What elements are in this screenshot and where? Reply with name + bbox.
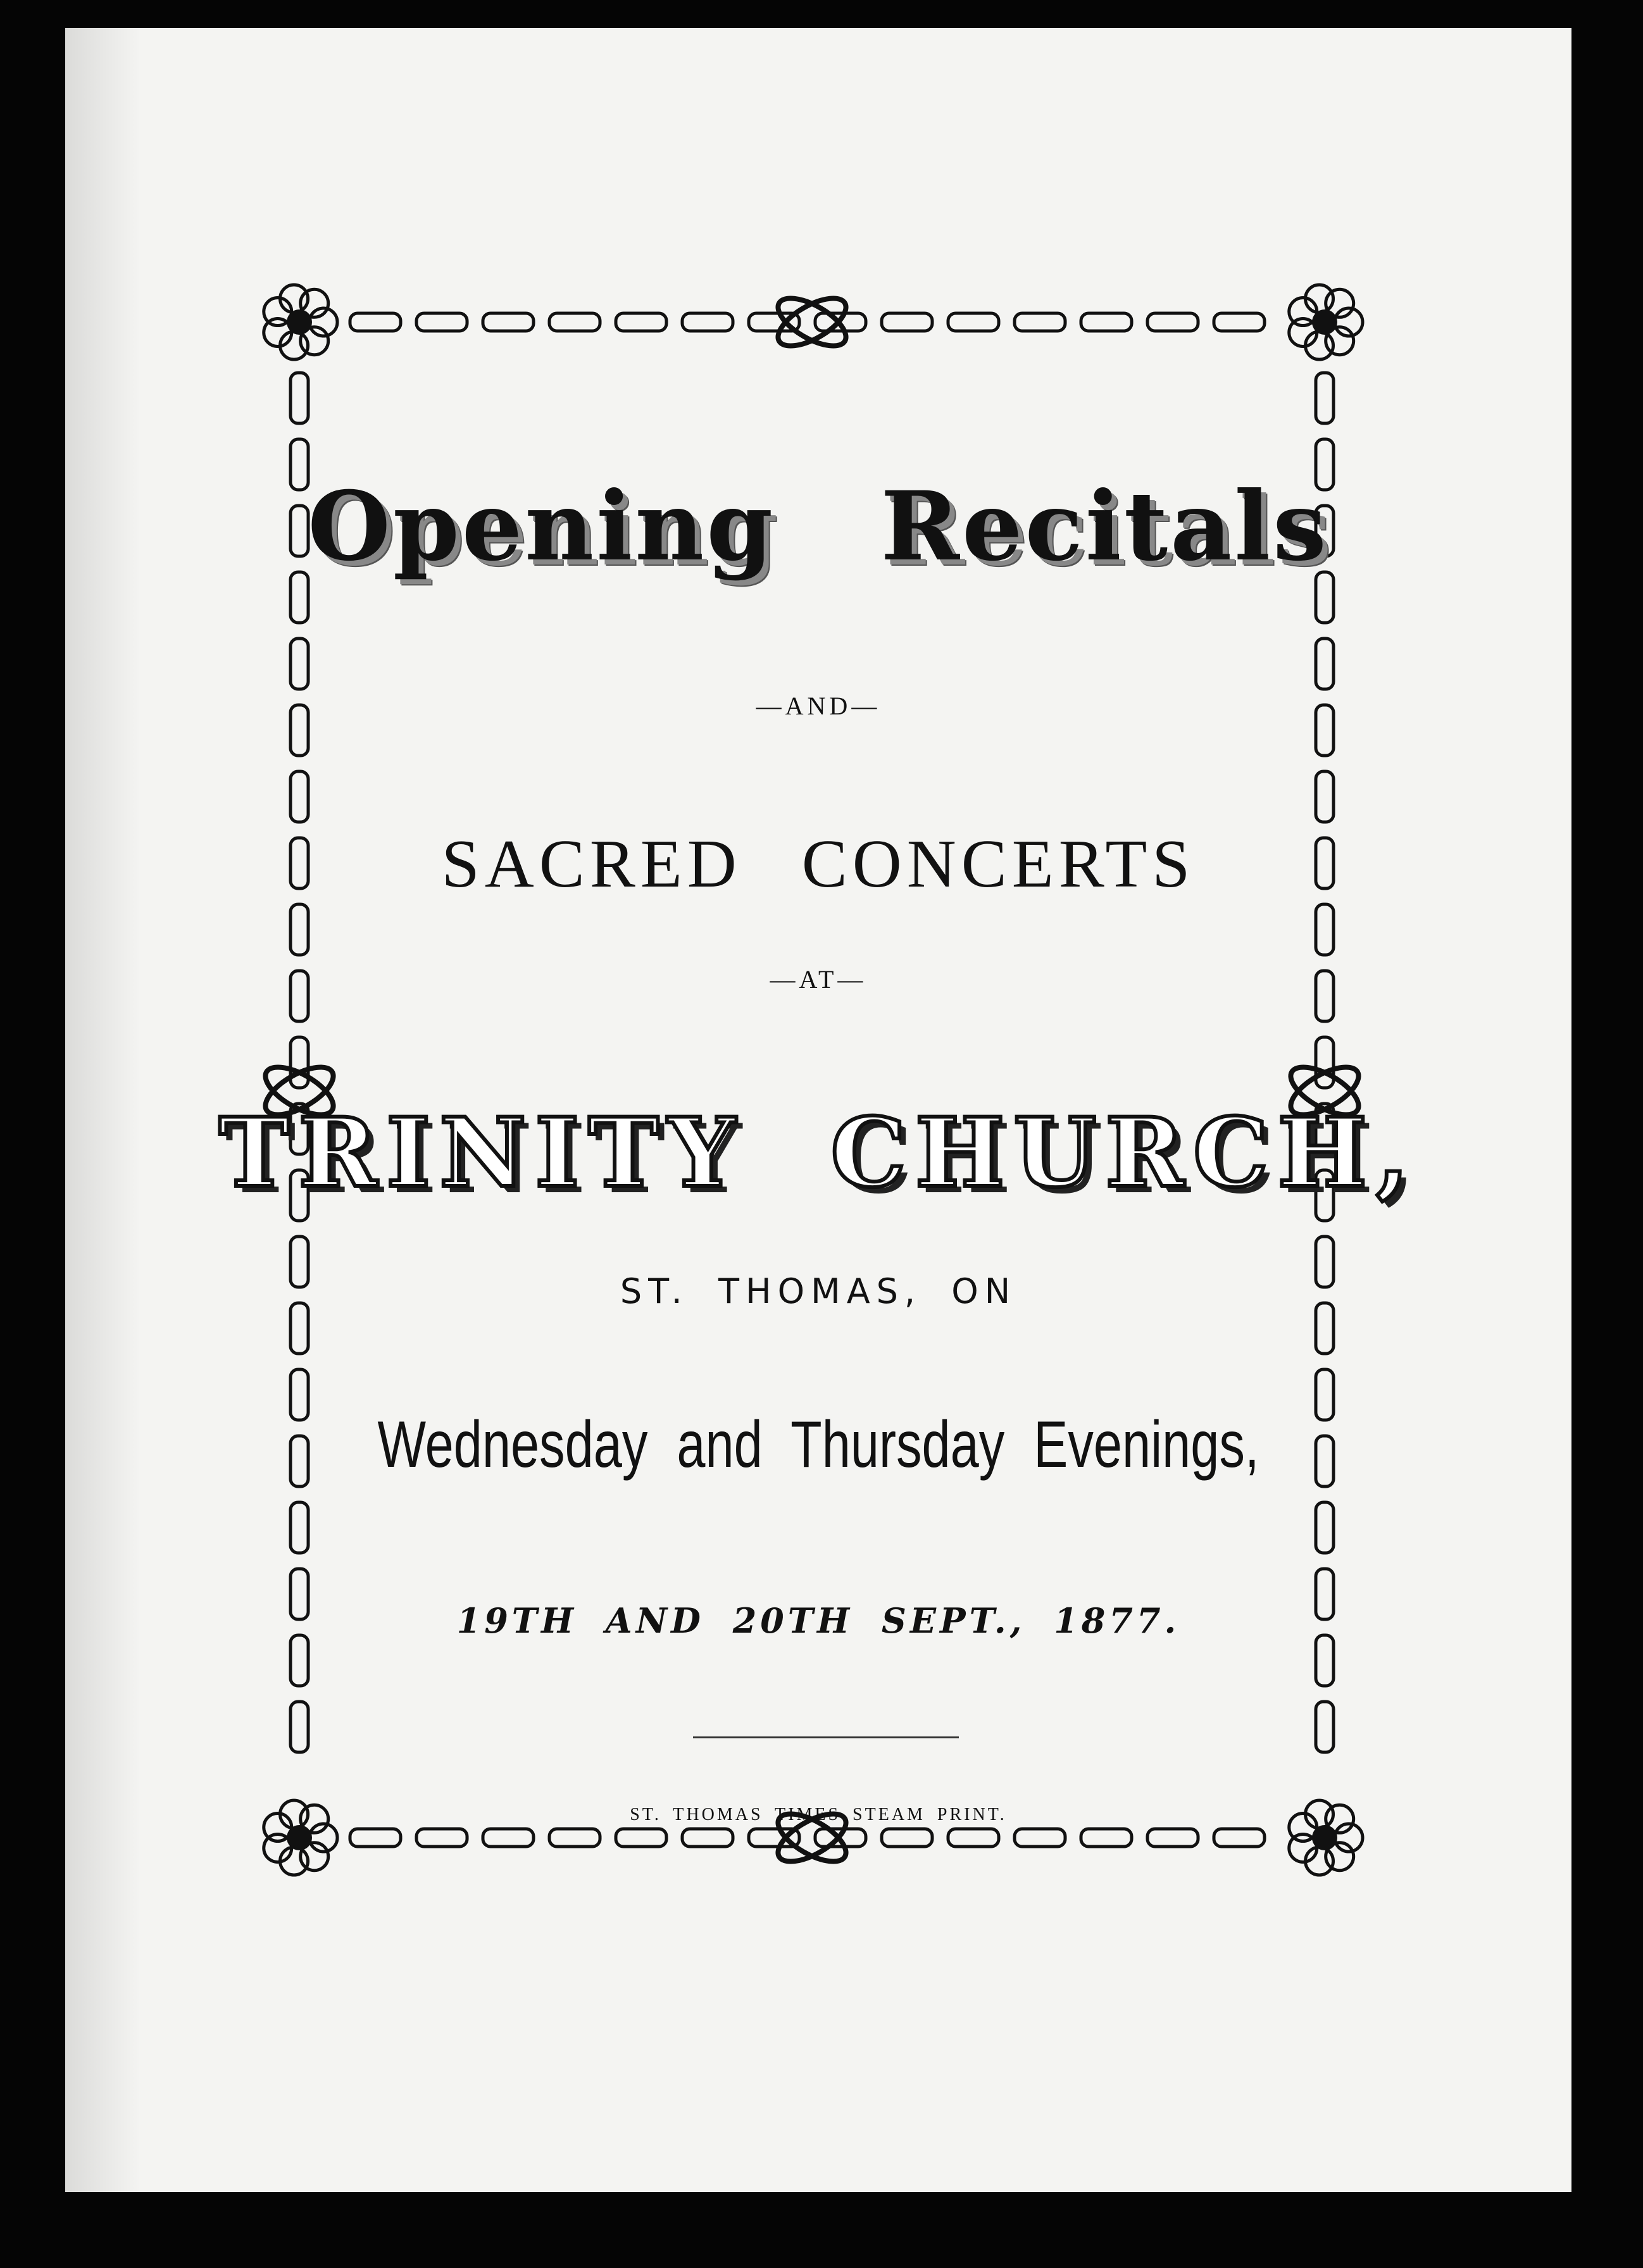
chain-link: [290, 639, 308, 689]
chain-link: [1316, 1635, 1334, 1686]
chain-link: [616, 1829, 666, 1847]
days-line: Wednesday and Thursday Evenings,: [377, 1408, 1259, 1481]
chain-link: [1081, 313, 1132, 331]
floral-corner-ornament: [264, 285, 337, 359]
chain-link: [682, 1829, 733, 1847]
chain-link: [1316, 1702, 1334, 1752]
chain-link: [416, 1829, 467, 1847]
chain-link: [290, 904, 308, 955]
chain-link: [1147, 1829, 1198, 1847]
chain-link: [483, 313, 534, 331]
and-separator: —AND—: [756, 692, 881, 720]
chain-link: [1316, 771, 1334, 822]
chain-link: [1214, 1829, 1265, 1847]
chain-link: [350, 313, 401, 331]
chain-link: [882, 313, 932, 331]
church-name: TRINITY CHURCH,: [218, 1097, 1418, 1209]
chain-link: [1015, 313, 1065, 331]
chain-link: [882, 1829, 932, 1847]
chain-link: [350, 1829, 401, 1847]
chain-link: [1316, 1502, 1334, 1553]
at-separator: —AT—: [770, 965, 867, 994]
title-opening-recitals: Opening Recitals: [308, 471, 1329, 582]
chain-link: [948, 1829, 999, 1847]
chain-link: [1147, 313, 1198, 331]
chain-link: [1316, 1037, 1334, 1088]
chain-knot-ornament: [771, 289, 853, 355]
chain-link: [290, 1502, 308, 1553]
document-page: [65, 28, 1571, 2192]
chain-link: [290, 771, 308, 822]
chain-link: [549, 313, 600, 331]
date-line: 19TH AND 20TH SEPT., 1877.: [456, 1600, 1180, 1641]
chain-link: [1316, 373, 1334, 423]
chain-link: [1015, 1829, 1065, 1847]
chain-link: [416, 313, 467, 331]
place-line: ST. THOMAS, ON: [620, 1271, 1017, 1311]
chain-link: [1316, 639, 1334, 689]
chain-link: [1316, 904, 1334, 955]
sacred-concerts-heading: SACRED CONCERTS: [441, 826, 1196, 902]
chain-link: [682, 313, 733, 331]
chain-link: [290, 373, 308, 423]
chain-link: [1214, 313, 1265, 331]
chain-link: [290, 1635, 308, 1686]
chain-link: [549, 1829, 600, 1847]
chain-link: [1081, 1829, 1132, 1847]
printer-imprint: ST. THOMAS TIMES STEAM PRINT.: [630, 1805, 1007, 1824]
chain-link: [290, 1037, 308, 1088]
divider-rule: [693, 1736, 959, 1738]
chain-link: [948, 313, 999, 331]
chain-link: [290, 1702, 308, 1752]
floral-corner-ornament: [1289, 285, 1363, 359]
chain-link: [483, 1829, 534, 1847]
chain-link: [616, 313, 666, 331]
